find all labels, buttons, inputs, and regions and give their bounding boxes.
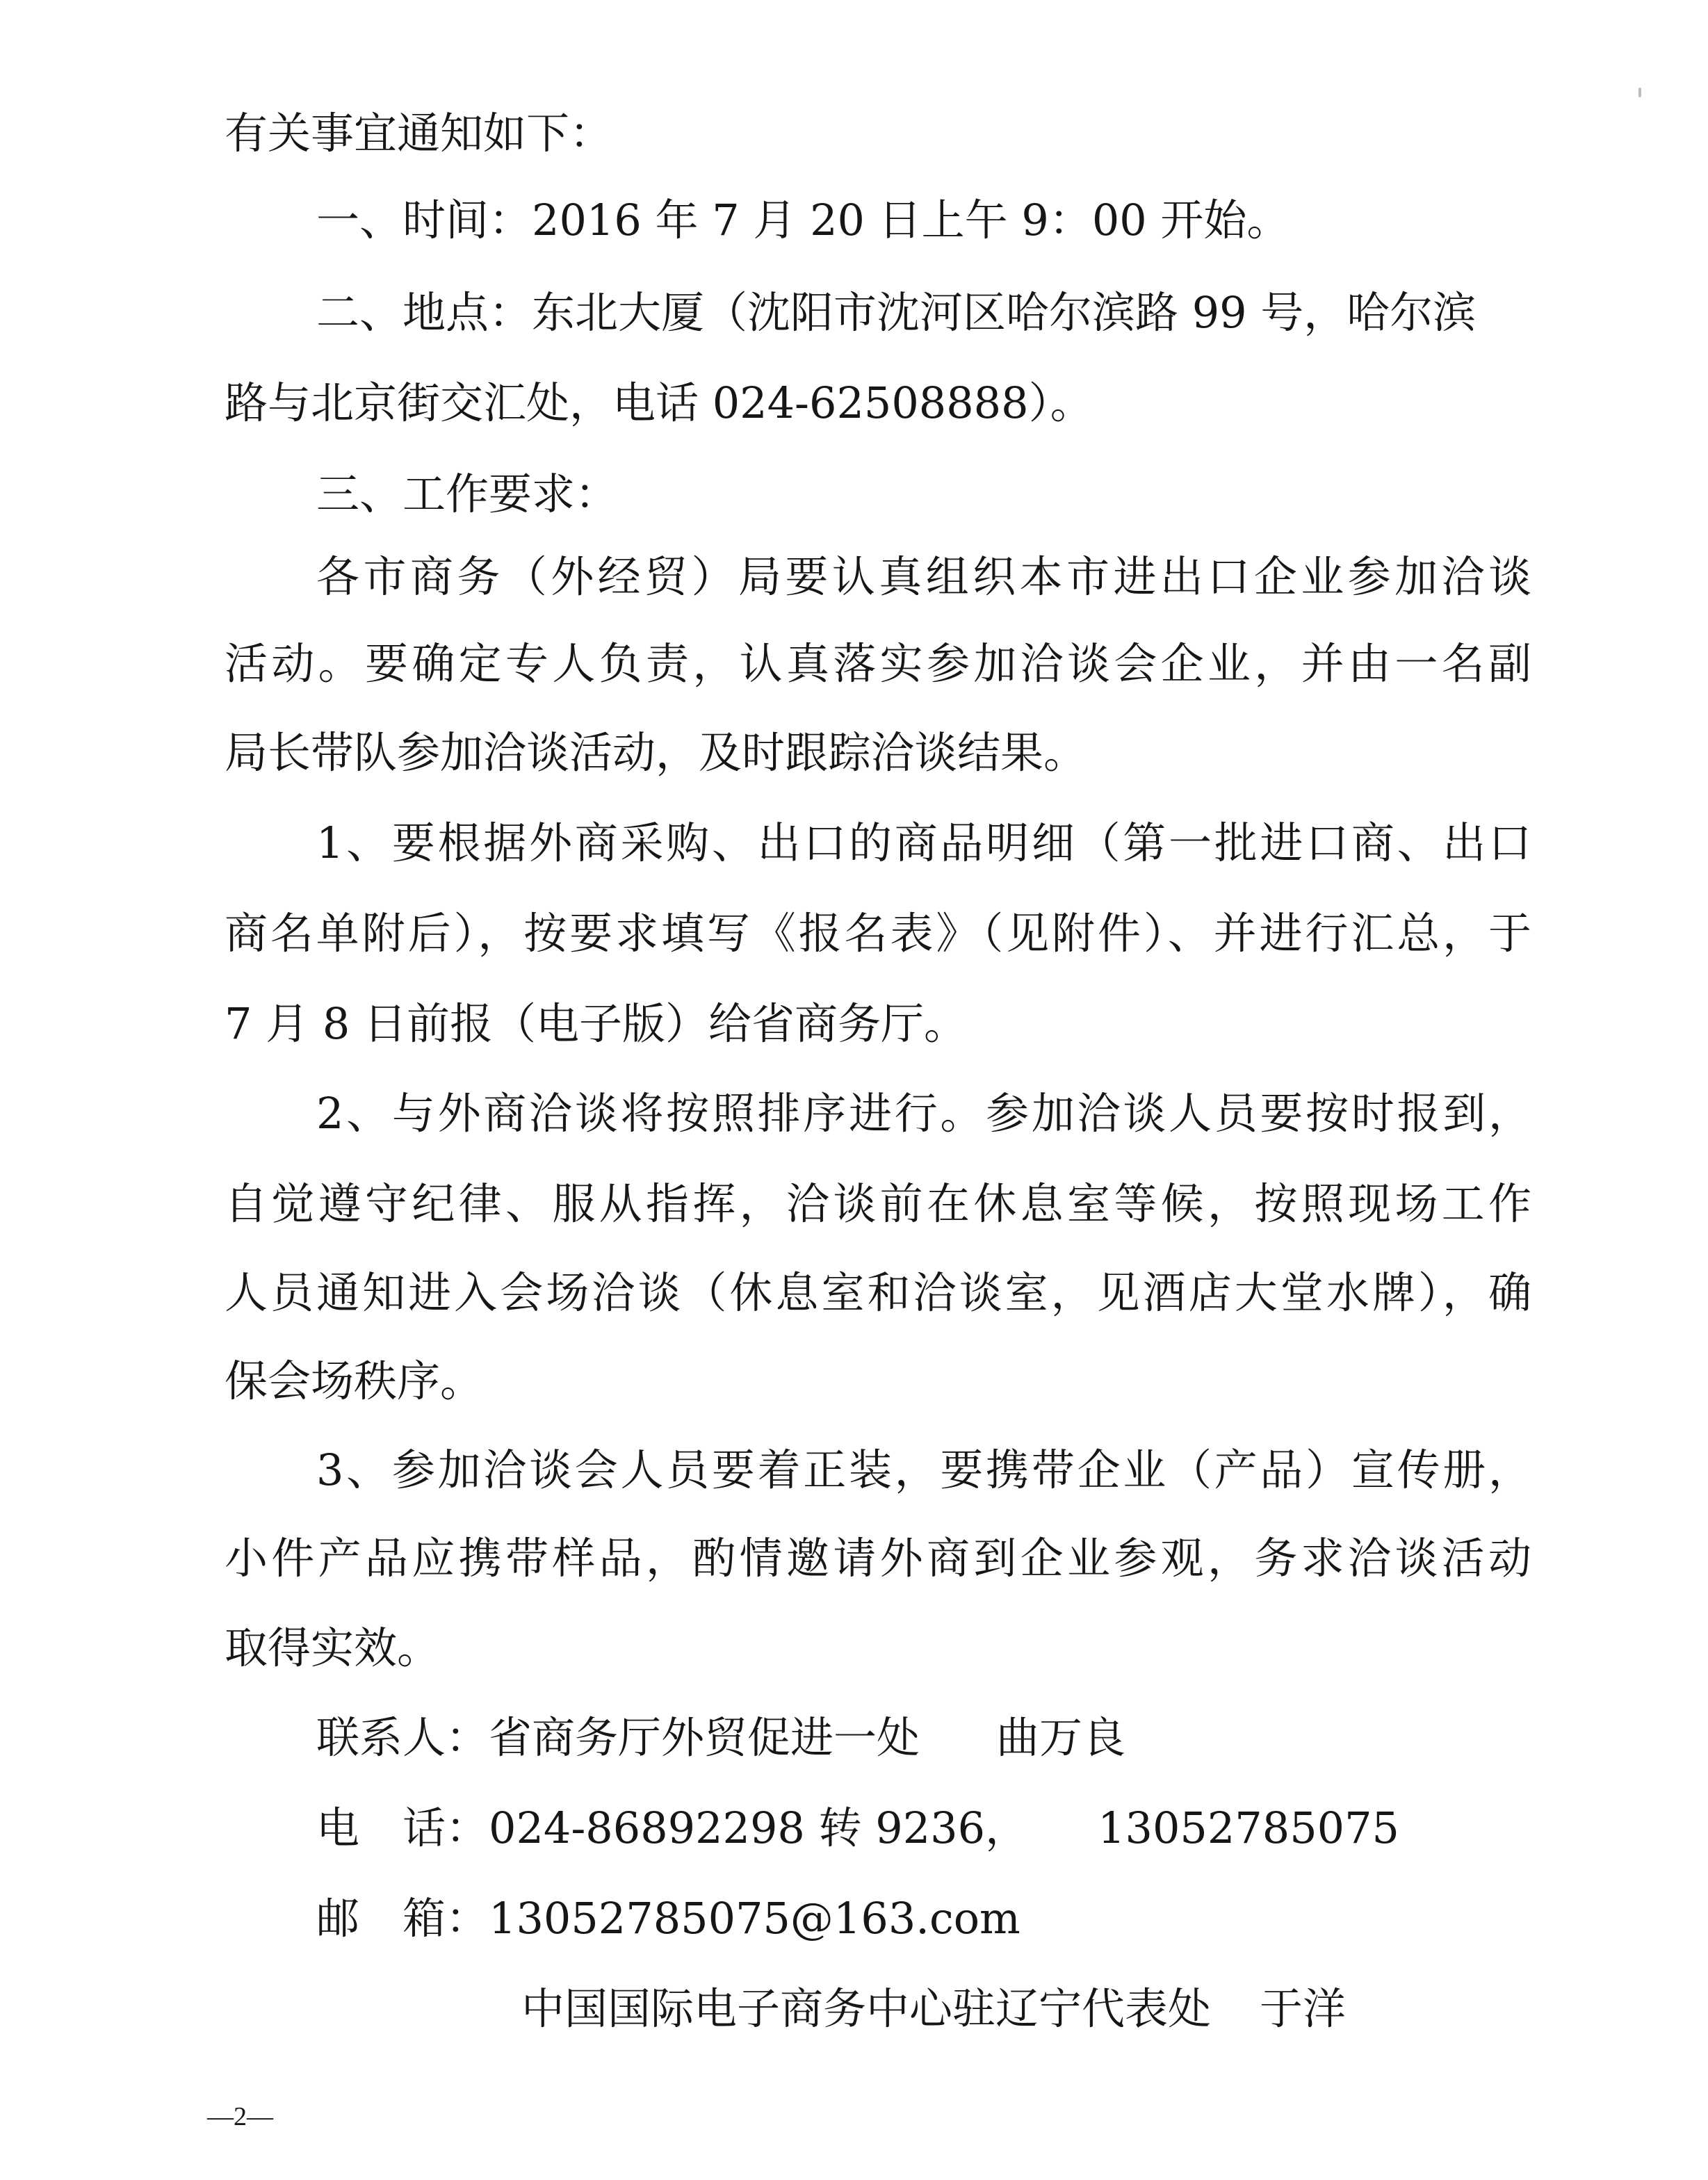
contact-person-dept: 省商务厅外贸促进一处: [489, 1712, 920, 1763]
requirements-paragraph-line-3: 局长带队参加洽谈活动，及时跟踪洽谈结果。: [225, 727, 1087, 778]
requirement-1-line-1: 1、要根据外商采购、出口的商品明细（第一批进口商、出口: [316, 818, 1531, 868]
intro-line: 有关事宜通知如下：: [225, 108, 613, 158]
time-item: 一、时间：2016 年 7 月 20 日上午 9：00 开始。: [316, 195, 1290, 245]
scan-speck: [1638, 88, 1641, 97]
page-number: —2—: [207, 2102, 273, 2131]
requirement-2-line-1: 2、与外商洽谈将按照排序进行。参加洽谈人员要按时报到，: [316, 1088, 1531, 1139]
location-item-line-1: 二、地点：东北大厦（沈阳市沈河区哈尔滨路 99 号，哈尔滨: [316, 287, 1477, 338]
requirements-paragraph-line-1: 各市商务（外经贸）局要认真组织本市进出口企业参加洽谈: [316, 551, 1531, 602]
requirement-3-line-3: 取得实效。: [225, 1622, 441, 1673]
requirement-2-line-4: 保会场秩序。: [225, 1356, 484, 1406]
contact-email-line: [316, 1887, 1020, 1950]
contact-email-value: 13052785075@163.com: [489, 1893, 1020, 1944]
requirements-heading: 三、工作要求：: [316, 469, 619, 519]
requirement-3-line-2: 小件产品应携带样品，酌情邀请外商到企业参观，务求洽谈活动: [225, 1533, 1531, 1584]
contact-person-name: 曲万良: [996, 1712, 1126, 1763]
contact-email-label: 邮 箱：: [316, 1893, 489, 1944]
requirement-2-line-2: 自觉遵守纪律、服从指挥，洽谈前在休息室等候，按照现场工作: [225, 1178, 1531, 1229]
signature-name: 于洋: [1260, 1983, 1347, 2034]
signature-org: 中国国际电子商务中心驻辽宁代表处: [521, 1983, 1212, 2034]
contact-phone-line: [316, 1797, 1399, 1860]
signature-line: [521, 1978, 1346, 2040]
requirements-paragraph-line-2: 活动。要确定专人负责，认真落实参加洽谈会企业，并由一名副: [225, 638, 1531, 689]
contact-phone-value: 024-86892298 转 9236，: [489, 1803, 1029, 1853]
contact-person-label: 联系人：: [316, 1712, 489, 1763]
requirement-2-line-3: 人员通知进入会场洽谈（休息室和洽谈室，见酒店大堂水牌），确: [225, 1267, 1531, 1318]
contact-phone-mobile: 13052785075: [1098, 1803, 1399, 1853]
requirement-1-line-3: 7 月 8 日前报（电子版）给省商务厅。: [225, 998, 968, 1049]
contact-person-line: [316, 1707, 1125, 1769]
contact-phone-label: 电 话：: [316, 1803, 489, 1853]
location-item-line-2: 路与北京街交汇处，电话 024-62508888）。: [225, 377, 1093, 428]
requirement-3-line-1: 3、参加洽谈会人员要着正装，要携带企业（产品）宣传册，: [316, 1445, 1531, 1495]
requirement-1-line-2: 商名单附后），按要求填写《报名表》（见附件）、并进行汇总，于: [225, 908, 1531, 959]
